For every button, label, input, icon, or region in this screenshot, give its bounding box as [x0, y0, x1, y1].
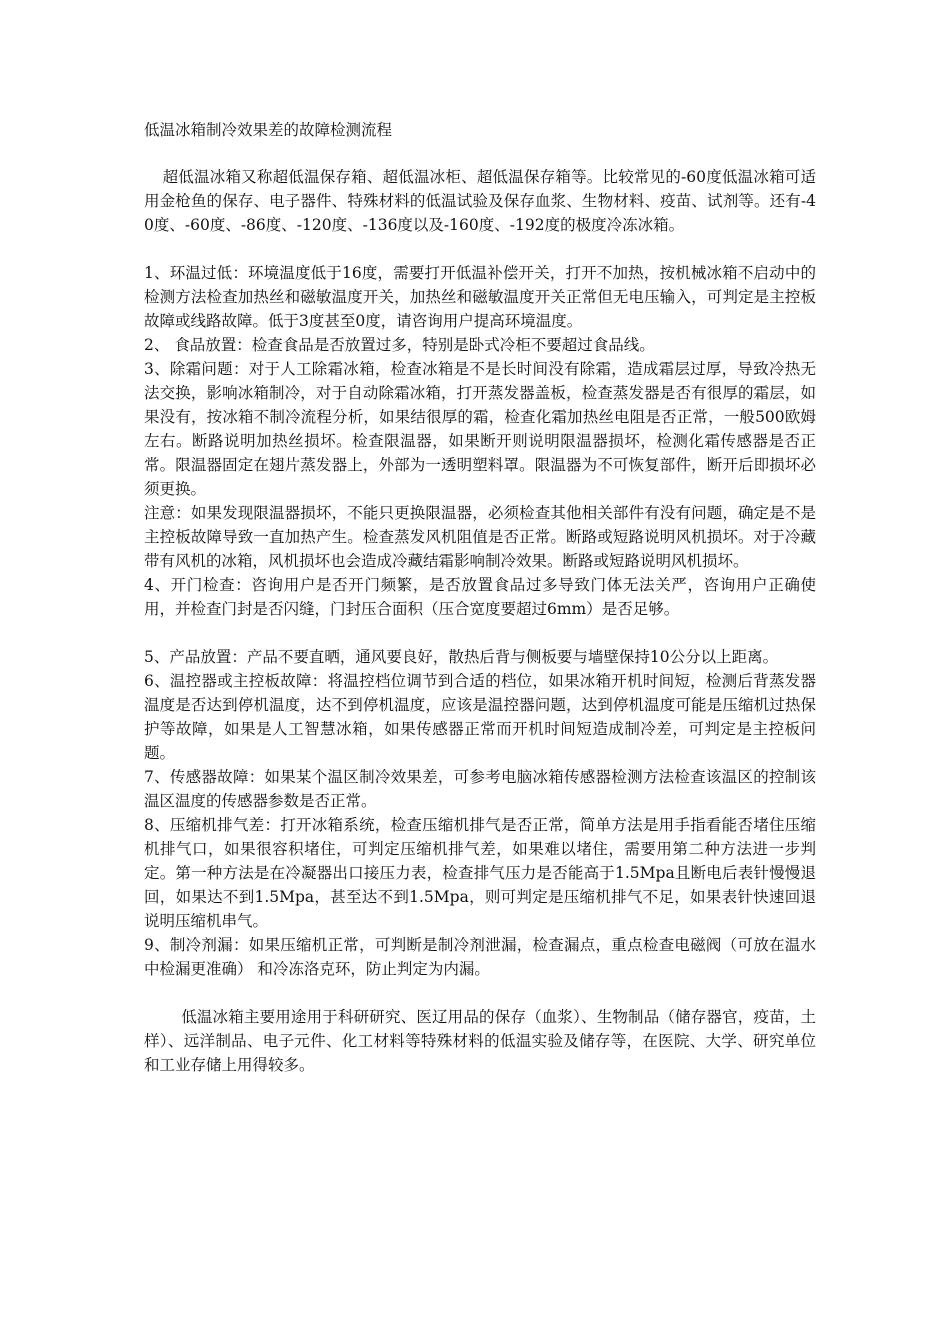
note-paragraph: 注意：如果发现限温器损坏，不能只更换限温器，必须检查其他相关部件有没有问题，确定是不是主控板故障导致一直加热产生。检查蒸发风机阻值是否正常。断路或短路说明风机损坏。对于冷藏带有风机的冰箱，风机损坏也会造成冷藏结霜影响制冷效果。断路或短路说明风机损坏。	[144, 504, 816, 570]
list-item: 8、压缩机排气差：打开冰箱系统，检查压缩机排气是否正常，简单方法是用手指看能否堵住压缩机排气口，如果很容积堵住，可判定压缩机排气差，如果难以堵住，需要用第二种方法进一步判定。第一种方法是在冷凝器出口接压力表，检查排气压力是否能高于1.5Mpa且断电后表针慢慢退回，如果达不到1.5Mpa，甚至达不到1.5Mpa，则可判定是压缩机排气不足，如果表针快速回退说明压缩机串气。	[144, 816, 816, 930]
list-item: 1、环温过低：环境温度低于16度，需要打开低温补偿开关，打开不加热，按机械冰箱不启动中的检测方法检查加热丝和磁敏温度开关，加热丝和磁敏温度开关正常但无电压输入，可判定是主控板故障或线路故障。低于3度甚至0度，请咨询用户提高环境温度。	[144, 264, 816, 330]
document-body	[144, 118, 816, 1077]
paragraph-spacer	[144, 621, 816, 645]
paragraph-spacer	[144, 237, 816, 261]
list-item: 7、传感器故障：如果某个温区制冷效果差，可参考电脑冰箱传感器检测方法检查该温区的控制该温区温度的传感器参数是否正常。	[144, 768, 816, 810]
list-item: 6、温控器或主控板故障：将温控档位调节到合适的档位，如果冰箱开机时间短，检测后背蒸发器温度是否达到停机温度，达不到停机温度，应该是温控器问题，达到停机温度可能是压缩机过热保护等故障，如果是人工智慧冰箱，如果传感器正常而开机时间短造成制冷差，可判定是主控板问题。	[144, 672, 816, 762]
list-item: 5、产品放置：产品不要直晒，通风要良好，散热后背与侧板要与墙壁保持10公分以上距离。	[144, 648, 779, 666]
list-item: 2、 食品放置：检查食品是否放置过多，特别是卧式冷柜不要超过食品线。	[144, 336, 655, 354]
list-item: 9、制冷剂漏：如果压缩机正常，可判断是制冷剂泄漏，检查漏点，重点检查电磁阀（可放在温水中检漏更准确） 和冷冻洛克环，防止判定为内漏。	[144, 936, 816, 978]
list-item: 4、开门检查：咨询用户是否开门频繁，是否放置食品过多导致门体无法关严，咨询用户正确使用，并检查门封是否闪缝，门封压合面积（压合宽度要超过6mm）是否足够。	[144, 576, 816, 618]
closing-paragraph: 低温冰箱主要用途用于科研研究、医辽用品的保存（血浆）、生物制品（储存器官，疫苗，土样）、远洋制品、电子元件、化工材料等特殊材料的低温实验及储存等，在医院、大学、研究单位和工业存储上用得较多。	[144, 1008, 816, 1074]
intro-paragraph: 超低温冰箱又称超低温保存箱、超低温冰柜、超低温保存箱等。比较常见的-60度低温冰箱可适用金枪鱼的保存、电子器件、特殊材料的低温试验及保存血浆、生物材料、疫苗、试剂等。还有-40度、-60度、-86度、-120度、-136度以及-160度、-192度的极度冷冻冰箱。	[144, 168, 816, 234]
document-title: 低温冰箱制冷效果差的故障检测流程	[144, 121, 393, 139]
list-item: 3、除霜问题：对于人工除霜冰箱，检查冰箱是不是长时间没有除霜，造成霜层过厚，导致冷热无法交换，影响冰箱制冷，对于自动除霜冰箱，打开蒸发器盖板，检查蒸发器是否有很厚的霜层，如果没有，按冰箱不制冷流程分析，如果结很厚的霜，检查化霜加热丝电阻是否正常，一般500欧姆左右。断路说明加热丝损坏。检查限温器，如果断开则说明限温器损坏，检测化霜传感器是否正常。限温器固定在翅片蒸发器上，外部为一透明塑料罩。限温器为不可恢复部件，断开后即损坏必须更换。	[144, 360, 816, 498]
paragraph-spacer	[144, 981, 816, 1005]
